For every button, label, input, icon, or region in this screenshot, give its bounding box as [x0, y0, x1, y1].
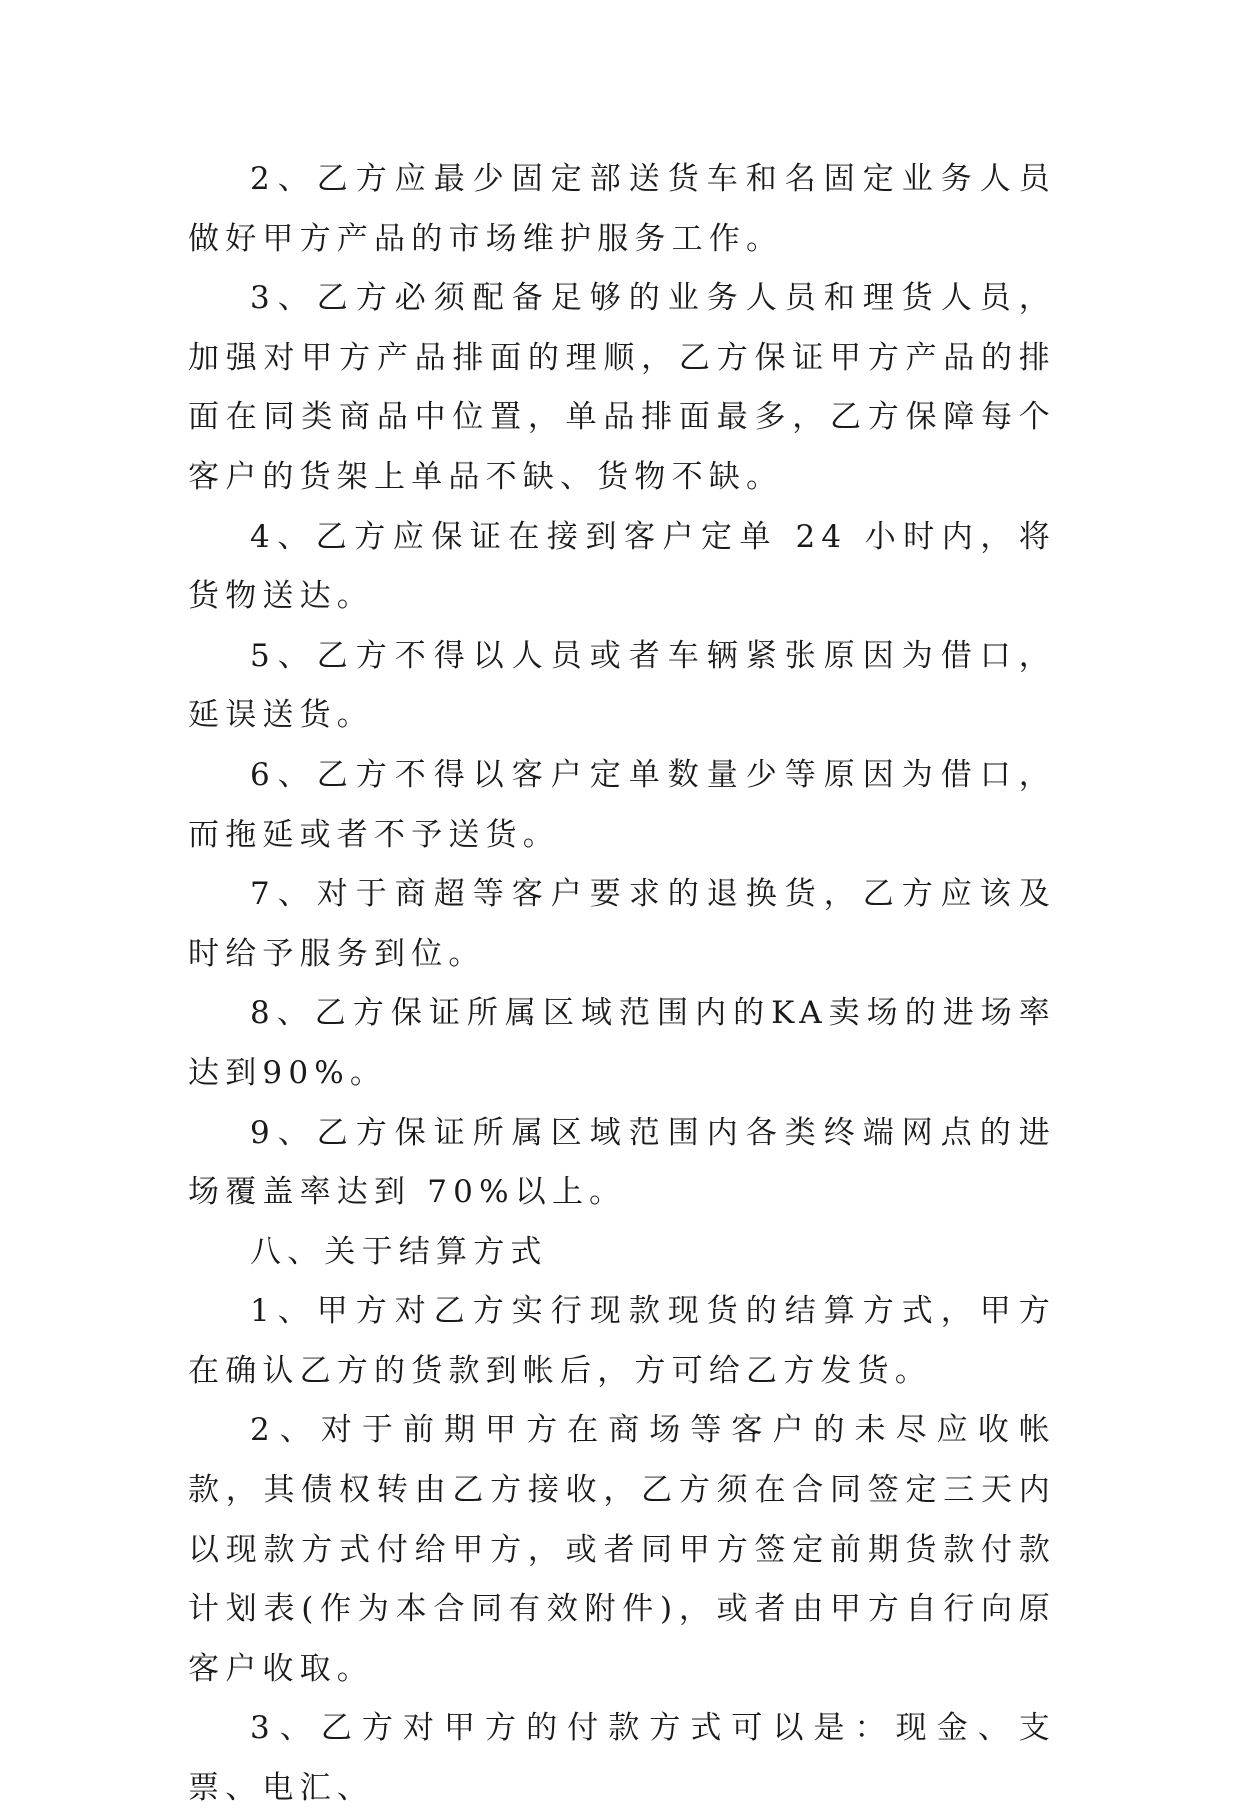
paragraph-clause-7: 7、对于商超等客户要求的退换货，乙方应该及时给予服务到位。 [188, 876, 1056, 972]
section-heading-settlement: 八、关于结算方式 [250, 1233, 548, 1270]
paragraph-settlement-1: 1、甲方对乙方实行现款现货的结算方式，甲方在确认乙方的货款到帐后，方可给乙方发货。 [188, 1293, 1056, 1389]
paragraph-settlement-2: 2、对于前期甲方在商场等客户的未尽应收帐款，其债权转由乙方接收，乙方须在合同签定三天内以现款方式付给甲方，或者同甲方签定前期货款付款计划表(作为本合同有效附件)，或者由甲方自行向原客户收取。 [188, 1412, 1056, 1687]
paragraph-clause-8: 8、乙方保证所属区域范围内的KA卖场的进场率达到90%。 [188, 995, 1056, 1091]
paragraph-clause-3: 3、乙方必须配备足够的业务人员和理货人员，加强对甲方产品排面的理顺，乙方保证甲方产品的排面在同类商品中位置，单品排面最多，乙方保障每个客户的货架上单品不缺、货物不缺。 [188, 280, 1056, 495]
paragraph-clause-6: 6、乙方不得以客户定单数量少等原因为借口，而拖延或者不予送货。 [188, 756, 1056, 853]
paragraph-clause-2: 2、乙方应最少固定部送货车和名固定业务人员做好甲方产品的市场维护服务工作。 [188, 161, 1056, 257]
paragraph-clause-4: 4、乙方应保证在接到客户定单 24 小时内，将货物送达。 [188, 518, 1056, 615]
document-body [188, 150, 1056, 1819]
paragraph-settlement-3: 3、乙方对甲方的付款方式可以是：现金、支票、电汇、 [188, 1710, 1056, 1807]
paragraph-clause-5: 5、乙方不得以人员或者车辆紧张原因为借口，延误送货。 [188, 637, 1056, 734]
paragraph-clause-9: 9、乙方保证所属区域范围内各类终端网点的进场覆盖率达到 70%以上。 [188, 1114, 1056, 1211]
